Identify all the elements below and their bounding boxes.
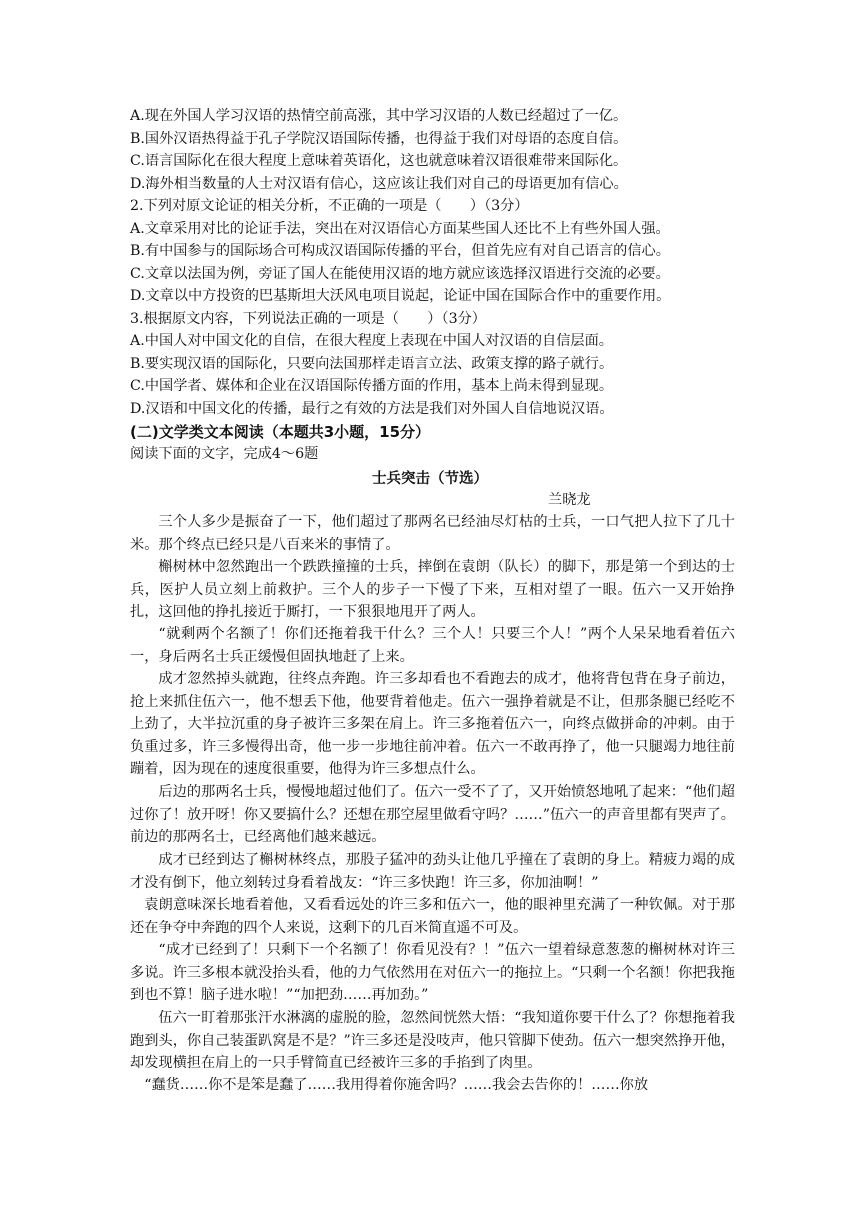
section-heading: (二)文学类文本阅读（本题共3小题，15分） — [130, 423, 431, 441]
q2-option-d: D.文章以中方投资的巴基斯坦大沃风电项目说起，论证中国在国际合作中的重要作用。 — [130, 288, 671, 304]
reading-instruction: 阅读下面的文字，完成4～6题 — [130, 446, 319, 462]
story-paragraph-5: 后边的那两名士兵，慢慢地超过他们了。伍六一受不了了，又开始愤怒地吼了起来：“他们超过你了！放开呀！你又要搞什么？还想在那空屋里做看守吗？……”伍六一的声音里都有哭声了。前边的那两名士，已经离他们越来越远。 — [130, 784, 735, 845]
q3-option-a: A.中国人对中国文化的自信，在很大程度上表现在中国人对汉语的自信层面。 — [130, 333, 613, 349]
story-paragraph-3: “就剩两个名额了！你们还拖着我干什么？三个人！只要三个人！”两个人呆呆地看着伍六一，身后两名士兵正缓慢但固执地赶了上来。 — [130, 626, 735, 665]
q2-option-a: A.文章采用对比的论证手法，突出在对汉语信心方面某些国人还比不上有些外国人强。 — [130, 221, 670, 237]
q3-stem: 3.根据原文内容，下列说法正确的一项是（ ）（3分） — [130, 311, 486, 327]
story-paragraph-6: 成才已经到达了槲树林终点，那股子猛冲的劲头让他几乎撞在了袁朗的身上。精疲力竭的成才没有倒下，他立刻转过身看着战友：“许三多快跑！许三多，你加油啊！” — [130, 852, 735, 891]
q2-stem: 2.下列对原文论证的相关分析，不正确的一项是（ ）（3分） — [130, 198, 529, 214]
story-paragraph-8: “成才已经到了！只剩下一个名额了！你看见没有？！”伍六一望着绿意葱葱的槲树林对许三多说。许三多根本就没抬头看，他的力气依然用在对伍六一的拖拉上。“只剩一个名额！你把我拖到也不算！脑子进水啦！”“加把劲……再加劲。” — [130, 942, 735, 1003]
story-title: 士兵突击（节选） — [372, 471, 488, 487]
story-paragraph-4: 成才忽然掉头就跑，往终点奔跑。许三多却看也不看跑去的成才，他将背包背在身子前边，抢上来抓住伍六一，他不想丢下他，他要背着他走。伍六一强挣着就是不让，但那条腿已经吃不上劲了，大半拉沉重的身子被许三多架在肩上。许三多拖着伍六一，向终点做拼命的冲刺。由于负重过多，许三多慢得出奇，他一步一步地往前冲着。伍六一不敢再挣了，他一只腿竭力地往前蹦着，因为现在的速度很重要，他得为许三多想点什么。 — [130, 671, 735, 777]
q1-option-a: A.现在外国人学习汉语的热情空前高涨，其中学习汉语的人数已经超过了一亿。 — [130, 108, 628, 124]
story-paragraph-9: 伍六一盯着那张汗水淋漓的虚脱的脸，忽然间恍然大悟：“我知道你要干什么了？你想拖着我跑到头，你自己装蛋趴窝是不是？”许三多还是没吱声，他只管脚下使劲。伍六一想突然挣开他，却发现横担在肩上的一只手臂简直已经被许三多的手掐到了肉里。 — [130, 1010, 735, 1071]
q2-option-c: C.文章以法国为例，旁证了国人在能使用汉语的地方就应该选择汉语进行交流的必要。 — [130, 266, 670, 282]
story-paragraph-1: 三个人多少是振奋了一下，他们超过了那两名已经油尽灯枯的士兵，一口气把人拉下了几十米。那个终点已经只是八百来米的事情了。 — [130, 514, 735, 553]
story-paragraph-2: 槲树林中忽然跑出一个跌跌撞撞的士兵，摔倒在袁朗（队长）的脚下，那是第一个到达的士兵，医护人员立刻上前救护。三个人的步子一下慢了下来，互相对望了一眼。伍六一又开始挣扎，这回他的挣扎接近于厮打，一下狠狠地甩开了两人。 — [130, 559, 735, 620]
story-author: 兰晓龙 — [548, 492, 591, 508]
q1-option-b: B.国外汉语热得益于孔子学院汉语国际传播，也得益于我们对母语的态度自信。 — [130, 131, 628, 147]
q3-option-c: C.中国学者、媒体和企业在汉语国际传播方面的作用，基本上尚未得到显现。 — [130, 378, 614, 394]
q3-option-b: B.要实现汉语的国际化，只要向法国那样走语言立法、政策支撑的路子就行。 — [130, 356, 614, 372]
story-paragraph-10: “蠢货……你不是笨是蠢了……我用得着你施舍吗？……我会去告你的！……你放 — [144, 1077, 649, 1093]
q3-option-d: D.汉语和中国文化的传播，最行之有效的方法是我们对外国人自信地说汉语。 — [130, 401, 614, 417]
q2-option-b: B.有中国参与的国际场合可构成汉语国际传播的平台，但首先应有对自己语言的信心。 — [130, 243, 670, 259]
q1-option-c: C.语言国际化在很大程度上意味着英语化，这也就意味着汉语很难带来国际化。 — [130, 153, 628, 169]
q1-option-d: D.海外相当数量的人士对汉语有信心，这应该让我们对自己的母语更加有信心。 — [130, 176, 628, 192]
story-paragraph-7: 袁朗意味深长地看着他，又看看远处的许三多和伍六一，他的眼神里充满了一种钦佩。对于那还在争夺中奔跑的四个人来说，这剩下的几百米简直遥不可及。 — [130, 897, 735, 936]
